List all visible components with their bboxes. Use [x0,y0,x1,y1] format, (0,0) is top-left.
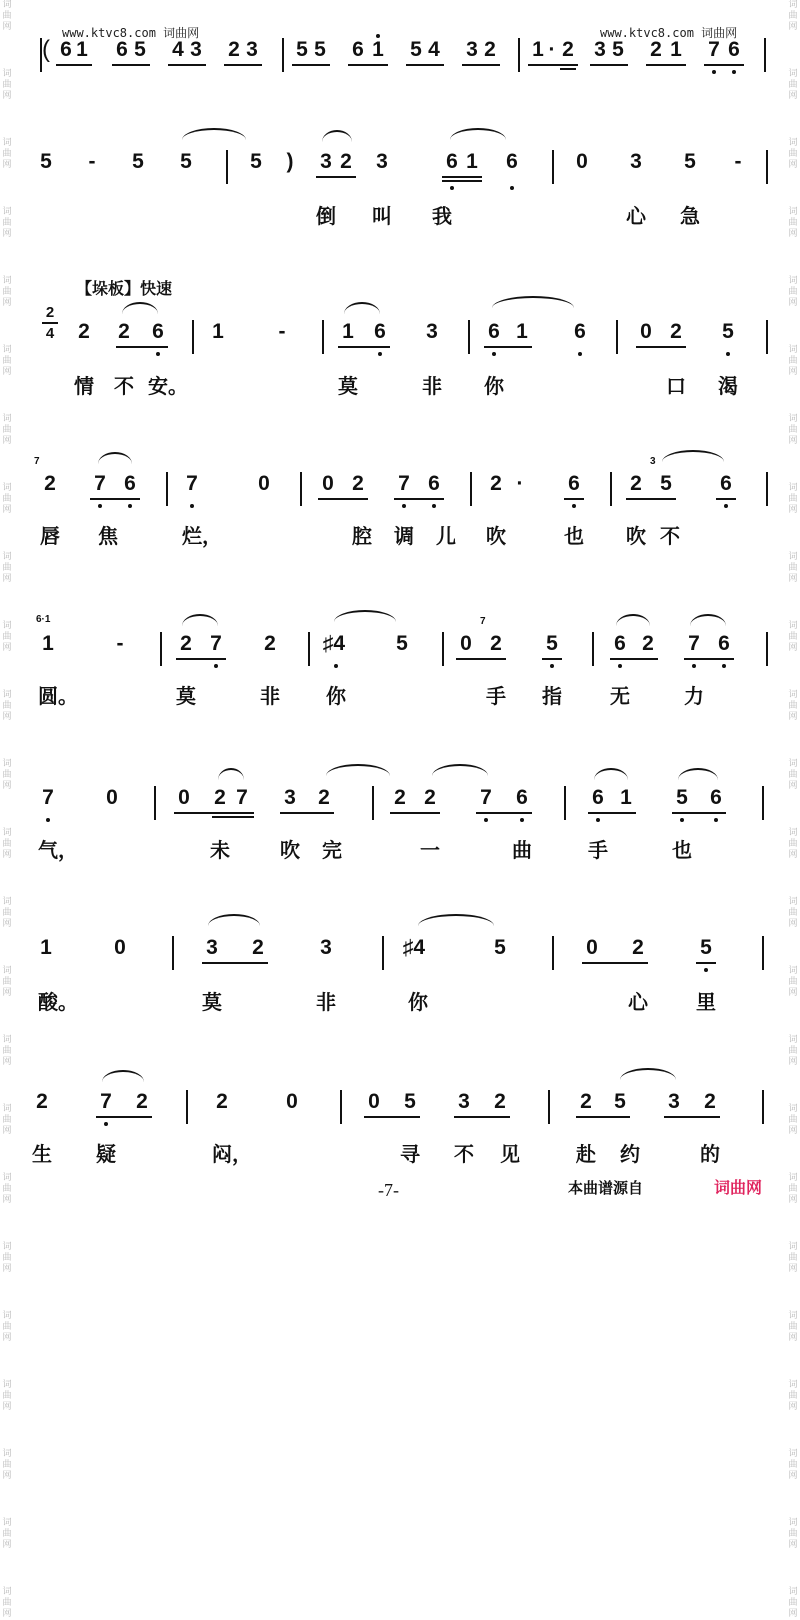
lyric: 你 [484,374,504,398]
note: 6 [152,320,164,343]
watermark-glyph: 词 曲 网 [788,1518,798,1550]
note: 2 [252,936,264,959]
watermark-glyph: 词 曲 网 [788,1587,798,1619]
lyric: 约 [620,1142,640,1166]
lyric: 生 [32,1142,52,1166]
note: 2 [264,632,276,655]
note: 3 [426,320,438,343]
note: 2 [118,320,130,343]
note: 2 [394,786,406,809]
lyric-line-7 [36,986,770,1016]
lyric: 不 [454,1142,474,1166]
note: 2 [494,1090,506,1113]
note: 1 [42,632,54,655]
barline [340,1090,342,1124]
barline [382,936,384,970]
note: 2 [36,1090,48,1113]
lyric: 赴 [576,1142,596,1166]
note: 7 [398,472,410,495]
lyric: 唇 [40,524,60,548]
watermark-glyph: 词 曲 网 [788,897,798,929]
note: 5 [180,150,192,173]
note: 7 [688,632,700,655]
note: 3 [668,1090,680,1113]
watermark-glyph: 词 曲 网 [788,414,798,446]
note: 0 [178,786,190,809]
lyric: 曲 [512,838,532,862]
section-label: 【垛板】快速 [76,279,173,298]
watermark-glyph: 词 曲 网 [788,69,798,101]
lyric: 气， [38,838,78,862]
watermark-glyph: 词 曲 网 [788,1035,798,1067]
lyric: 吹 [280,838,300,862]
note: ♯4 [402,936,426,959]
watermark-glyph: 词 曲 网 [788,1380,798,1412]
lyric: 不 [114,374,134,398]
barline [762,786,764,820]
barline [616,320,618,354]
lyric-line-5 [36,680,770,710]
note: 5 [700,936,712,959]
watermark-glyph: 词 曲 网 [2,345,12,377]
note: 5 [660,472,672,495]
note: 6 [488,320,500,343]
note: 2 [424,786,436,809]
watermark-glyph: 词 曲 网 [788,345,798,377]
lyric: 急 [680,204,700,228]
note: 5 [40,150,52,173]
note: 7 [42,786,54,809]
note: 2 [352,472,364,495]
lyric: 完 [322,838,342,862]
note: 7 [100,1090,112,1113]
watermark-glyph: 词 曲 网 [2,1449,12,1481]
score-line-5: 6·1 1 - 2 7 2 ♯4 5 0 7 2 5 6 2 7 6 [36,632,770,692]
note: 1 [466,150,478,173]
barline [518,38,520,72]
lyric: 见 [500,1142,520,1166]
barline [40,38,42,72]
note: 3 [320,936,332,959]
note: 7 [94,472,106,495]
note: 2 [580,1090,592,1113]
note: 2 [650,38,662,61]
watermark-glyph: 词 曲 网 [2,828,12,860]
lyric: 莫 [338,374,358,398]
note: 1 [670,38,682,61]
lyric: 闷， [212,1142,252,1166]
right-watermark-strip [786,0,800,1619]
note: 3 [458,1090,470,1113]
watermark-glyph: 词 曲 网 [2,1242,12,1274]
barline [552,936,554,970]
watermark-glyph: 词 曲 网 [2,69,12,101]
lyric: 吹 [486,524,506,548]
lyric: 口 [666,374,686,398]
barline [766,632,768,666]
note: 1 [516,320,528,343]
note: 5 [684,150,696,173]
note: - [116,632,124,655]
lyric: 渴 [718,374,738,398]
barline [308,632,310,666]
lyric: 吹 [626,524,646,548]
note: · [516,472,524,495]
header-site-right: www.ktvc8.com 词曲网 [600,26,738,40]
barline [468,320,470,354]
note: 5 [722,320,734,343]
note: 5 [134,38,146,61]
note: - [734,150,742,173]
note: 5 [546,632,558,655]
watermark-glyph: 词 曲 网 [788,483,798,515]
watermark-glyph: 词 曲 网 [788,207,798,239]
note: 6 [516,786,528,809]
note: 2 [136,1090,148,1113]
lyric: 儿 [436,524,456,548]
watermark-glyph: 词 曲 网 [788,138,798,170]
barline [442,632,444,666]
lyric: 不 [660,524,680,548]
note: 1 [40,936,52,959]
note: 2 [562,38,574,61]
barline [226,150,228,184]
site-logo[interactable]: 词曲网 [714,1178,763,1197]
open-bracket: ( [42,36,50,63]
note: 3 [284,786,296,809]
score-line-1 [36,38,770,98]
note: 4 [428,38,440,61]
note: 4 [172,38,184,61]
note: 2 [632,936,644,959]
note: 3 [466,38,478,61]
lyric: 疑 [96,1142,116,1166]
note: 2 [490,472,502,495]
note: 1 [342,320,354,343]
note: 2 [318,786,330,809]
note: 3 [376,150,388,173]
lyric: 腔 [352,524,372,548]
score-line-4: 7 2 7 6 7 0 0 2 7 6 2 · 6 2 3 5 6 [36,472,770,532]
note: 3 [320,150,332,173]
note: ) [286,150,294,173]
note: 7 [210,632,222,655]
lyric: 也 [672,838,692,862]
note: 5 [404,1090,416,1113]
barline [470,472,472,506]
note: 0 [286,1090,298,1113]
lyric: 的 [700,1142,720,1166]
watermark-glyph: 词 曲 网 [788,1449,798,1481]
lyric: 焦 [98,524,118,548]
note: 6 [124,472,136,495]
barline [160,632,162,666]
note: 1 [212,320,224,343]
note: 3 [246,38,258,61]
lyric: 非 [316,990,336,1014]
watermark-glyph: 词 曲 网 [788,621,798,653]
watermark-glyph: 词 曲 网 [2,621,12,653]
barline [192,320,194,354]
note: 6 [720,472,732,495]
lyric: 情 [74,374,94,398]
watermark-glyph: 词 曲 网 [2,1311,12,1343]
barline [762,936,764,970]
watermark-glyph: 词 曲 网 [788,1311,798,1343]
note: 6 [116,38,128,61]
note: 2 [216,1090,228,1113]
lyric: 也 [564,524,584,548]
lyric: 力 [684,684,704,708]
lyric: 寻 [400,1142,420,1166]
lyric: 莫 [202,990,222,1014]
page-number: -7- [378,1180,399,1200]
note: 6 [574,320,586,343]
note: 6 [352,38,364,61]
note: 6 [614,632,626,655]
note: 5 [494,936,506,959]
note: 2 [490,632,502,655]
barline [766,472,768,506]
barline [154,786,156,820]
note: 5 [250,150,262,173]
lyric: 指 [542,684,562,708]
note: 1 [620,786,632,809]
note: 2 [340,150,352,173]
note: 3 [206,936,218,959]
barline [766,150,768,184]
lyric: 手 [486,684,506,708]
note: 0 [258,472,270,495]
note: 6 [506,150,518,173]
watermark-glyph: 词 曲 网 [2,1518,12,1550]
watermark-glyph: 词 曲 网 [788,1104,798,1136]
barline [282,38,284,72]
lyric: 心 [626,204,646,228]
note: 2 [630,472,642,495]
note: 3 [630,150,642,173]
note: 0 [576,150,588,173]
note: 0 [114,936,126,959]
note: 5 [296,38,308,61]
watermark-glyph: 词 曲 网 [2,1104,12,1136]
note: 7 [708,38,720,61]
note: 6 [60,38,72,61]
note: 2 [670,320,682,343]
watermark-glyph: 词 曲 网 [2,138,12,170]
barline [166,472,168,506]
lyric: 无 [610,684,630,708]
note: 0 [368,1090,380,1113]
note: · [548,38,556,61]
barline [372,786,374,820]
watermark-glyph: 词 曲 网 [2,1380,12,1412]
note: 3 [190,38,202,61]
note: 2 [78,320,90,343]
note: 2 [704,1090,716,1113]
watermark-glyph: 词 曲 网 [2,552,12,584]
note: 0 [106,786,118,809]
note: 1 [76,38,88,61]
note: - [278,320,286,343]
barline [552,150,554,184]
lyric: 手 [588,838,608,862]
watermark-glyph: 词 曲 网 [2,414,12,446]
watermark-glyph: 词 曲 网 [2,1035,12,1067]
note: 5 [612,38,624,61]
source-text: 本曲谱源自 [568,1179,644,1197]
note: 0 [322,472,334,495]
lyric: 调 [394,524,414,548]
watermark-glyph: 词 曲 网 [2,897,12,929]
barline [610,472,612,506]
barline [764,38,766,72]
note: 6 [568,472,580,495]
lyric: 心 [628,990,648,1014]
note: 2 [180,632,192,655]
note: 2 [484,38,496,61]
note: 5 [132,150,144,173]
barline [766,320,768,354]
note: 5 [676,786,688,809]
watermark-glyph: 词 曲 网 [788,1242,798,1274]
lyric: 倒 [316,204,336,228]
lyric-line-6 [36,834,770,864]
note: 2 [228,38,240,61]
watermark-glyph: 词 曲 网 [788,759,798,791]
note: 7 [186,472,198,495]
watermark-glyph: 词 曲 网 [2,276,12,308]
watermark-glyph: 词 曲 网 [2,966,12,998]
note: 1 [372,38,384,61]
lyric-line-3 [36,370,770,400]
note: 5 [314,38,326,61]
note: 5 [410,38,422,61]
note: 2 [642,632,654,655]
note: 6 [728,38,740,61]
barline [762,1090,764,1124]
lyric-line-2 [36,200,770,230]
lyric: 你 [408,990,428,1014]
header-site-left: www.ktvc8.com 词曲网 [62,26,200,40]
barline [592,632,594,666]
watermark-glyph: 词 曲 网 [2,483,12,515]
lyric: 非 [422,374,442,398]
note: 7 [236,786,248,809]
lyric: 未 [210,838,230,862]
note: 5 [614,1090,626,1113]
left-watermark-strip [0,0,14,1619]
watermark-glyph: 词 曲 网 [788,276,798,308]
watermark-glyph: 词 曲 网 [788,1173,798,1205]
watermark-glyph: 词 曲 网 [788,828,798,860]
time-signature: 2 4 [42,304,58,342]
note: 3 [594,38,606,61]
note: 0 [640,320,652,343]
barline [186,1090,188,1124]
note: 2 [214,786,226,809]
note: 6 [446,150,458,173]
watermark-glyph: 词 曲 网 [788,552,798,584]
barline [564,786,566,820]
note: 0 [586,936,598,959]
barline [548,1090,550,1124]
lyric-line-4 [36,520,770,550]
barline [172,936,174,970]
watermark-glyph: 词 曲 网 [788,0,798,32]
lyric-line-8 [32,1138,770,1168]
note: 0 [460,632,472,655]
note: - [88,150,96,173]
barline [300,472,302,506]
note: 6 [374,320,386,343]
note: 6 [592,786,604,809]
barline [322,320,324,354]
lyric: 里 [696,990,716,1014]
lyric: 一 [420,838,440,862]
watermark-glyph: 词 曲 网 [2,690,12,722]
lyric: 烂， [182,524,222,548]
lyric: 你 [326,684,346,708]
watermark-glyph: 词 曲 网 [2,0,12,32]
lyric: 酸。 [38,990,78,1014]
lyric: 圆。 [38,684,78,708]
note: 5 [396,632,408,655]
lyric: 叫 [372,204,392,228]
watermark-glyph: 词 曲 网 [2,1587,12,1619]
lyric: 非 [260,684,280,708]
lyric: 莫 [176,684,196,708]
lyric: 我 [432,204,452,228]
note: 2 [44,472,56,495]
watermark-glyph: 词 曲 网 [2,207,12,239]
watermark-glyph: 词 曲 网 [788,966,798,998]
watermark-glyph: 词 曲 网 [2,1173,12,1205]
note: ♯4 [322,632,346,655]
watermark-glyph: 词 曲 网 [2,759,12,791]
lyric: 安。 [148,374,188,398]
note: 6 [428,472,440,495]
note: 6 [710,786,722,809]
watermark-glyph: 词 曲 网 [788,690,798,722]
note: 1 [532,38,544,61]
note: 6 [718,632,730,655]
note: 7 [480,786,492,809]
